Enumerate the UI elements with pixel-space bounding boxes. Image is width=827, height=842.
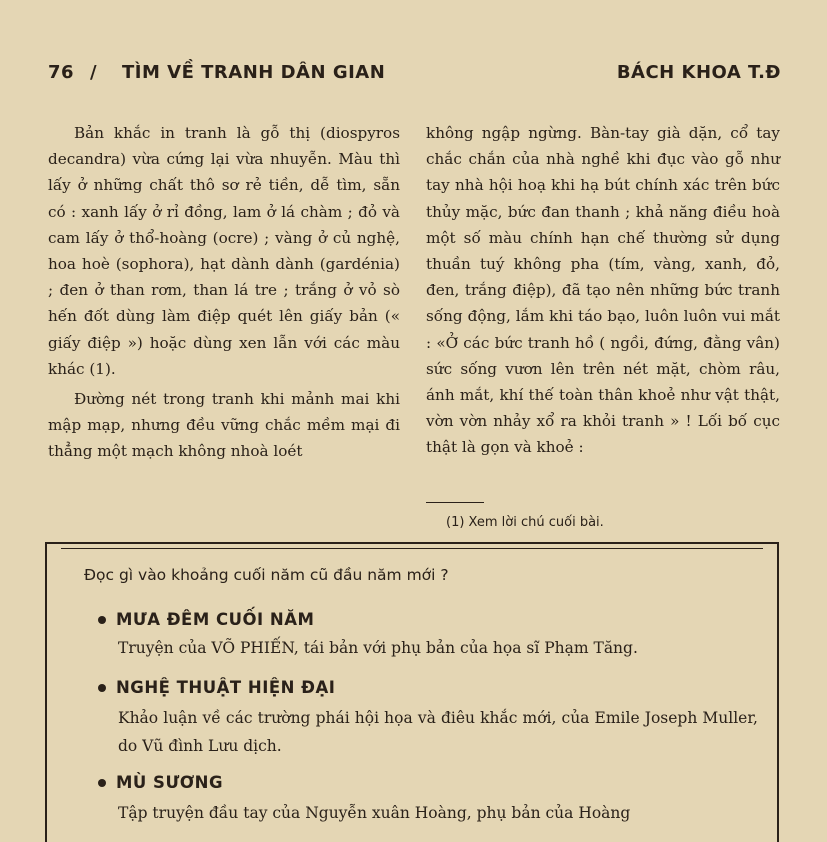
bullet-icon (98, 779, 106, 787)
box-intro: Đọc gì vào khoảng cuối năm cũ đầu năm mới ? (84, 566, 449, 584)
book-title (98, 610, 314, 629)
left-column (48, 120, 400, 465)
box-top-rule (47, 542, 777, 544)
footnote-rule (426, 502, 484, 503)
right-column (426, 120, 780, 461)
book-title-text: NGHỆ THUẬT HIỆN ĐẠI (116, 678, 336, 697)
book-title (98, 773, 223, 792)
journal-name: BÁCH KHOA T.Đ (616, 62, 781, 83)
bullet-icon (98, 684, 106, 692)
book-description: Truyện của VÕ PHIẾN, tái bản với phụ bản của họa sĩ Phạm Tăng. (118, 639, 638, 657)
page-number: 76 (48, 62, 75, 83)
book-description: Khảo luận về các trường phái hội họa và điêu khắc mới, của Emile Joseph Muller, do Vũ đình Lưu dịch. (118, 709, 758, 755)
paragraph: không ngập ngừng. Bàn-tay già dặn, cổ tay chắc chắn của nhà nghề khi đục vào gỗ như tay nhà hội hoạ khi hạ bút chính xác trên bức thủy mặc, bức đan thanh ; khả năng điều hoà một số màu chính hạn chế thường sử dụng thuần tuý không pha (tím, vàng, xanh, đỏ, đen, trắng điệp), đã tạo nên những bức tranh sống động, lắm khi táo bạo, luôn luôn vui mắt : «Ở các bức tranh hồ ( ngồi, đứng, đằng vân) sức sống vươn lên trên nét mặt, chòm râu, ánh mắt, khí thế toàn thân khoẻ như vật thật, vờn vờn nhảy xổ ra khỏi tranh » ! Lối bố cục thật là gọn và khoẻ : (426, 124, 780, 457)
book-title (98, 678, 335, 697)
book-title-text: MÙ SƯƠNG (116, 773, 223, 792)
book-description: Tập truyện đầu tay của Nguyễn xuân Hoàng, phụ bản của Hoàng (118, 804, 631, 822)
book-title-text: MƯA ĐÊM CUỐI NĂM (116, 610, 315, 629)
running-header (48, 62, 781, 90)
bullet-icon (98, 616, 106, 624)
box-inner-rule (61, 548, 763, 549)
paragraph: Bản khắc in tranh là gỗ thị (diospyros decandra) vừa cứng lại vừa nhuyễn. Màu thì lấy ở những chất thô sơ rẻ tiền, dễ tìm, sẵn có : xanh lấy ở rỉ đồng, lam ở lá chàm ; đỏ và cam lấy ở thổ-hoàng (ocre) ; vàng ở củ nghệ, hoa hoè (sophora), hạt dành dành (gardénia) ; đen ở than rơm, than lá tre ; trắng ở vỏ sò hến đốt dùng làm điệp quét lên giấy bản (« giấy điệp ») hoặc dùng xen lẫn với các màu khác (1). (48, 124, 400, 378)
header-separator: / (90, 62, 98, 83)
footnote: (1) Xem lời chú cuối bài. (446, 515, 604, 530)
paragraph: Đường nét trong tranh khi mảnh mai khi mập mạp, nhưng đều vững chắc mềm mại đi thẳng một mạch không nhoà loét (48, 390, 400, 461)
section-title: TÌM VỀ TRANH DÂN GIAN (122, 62, 386, 83)
